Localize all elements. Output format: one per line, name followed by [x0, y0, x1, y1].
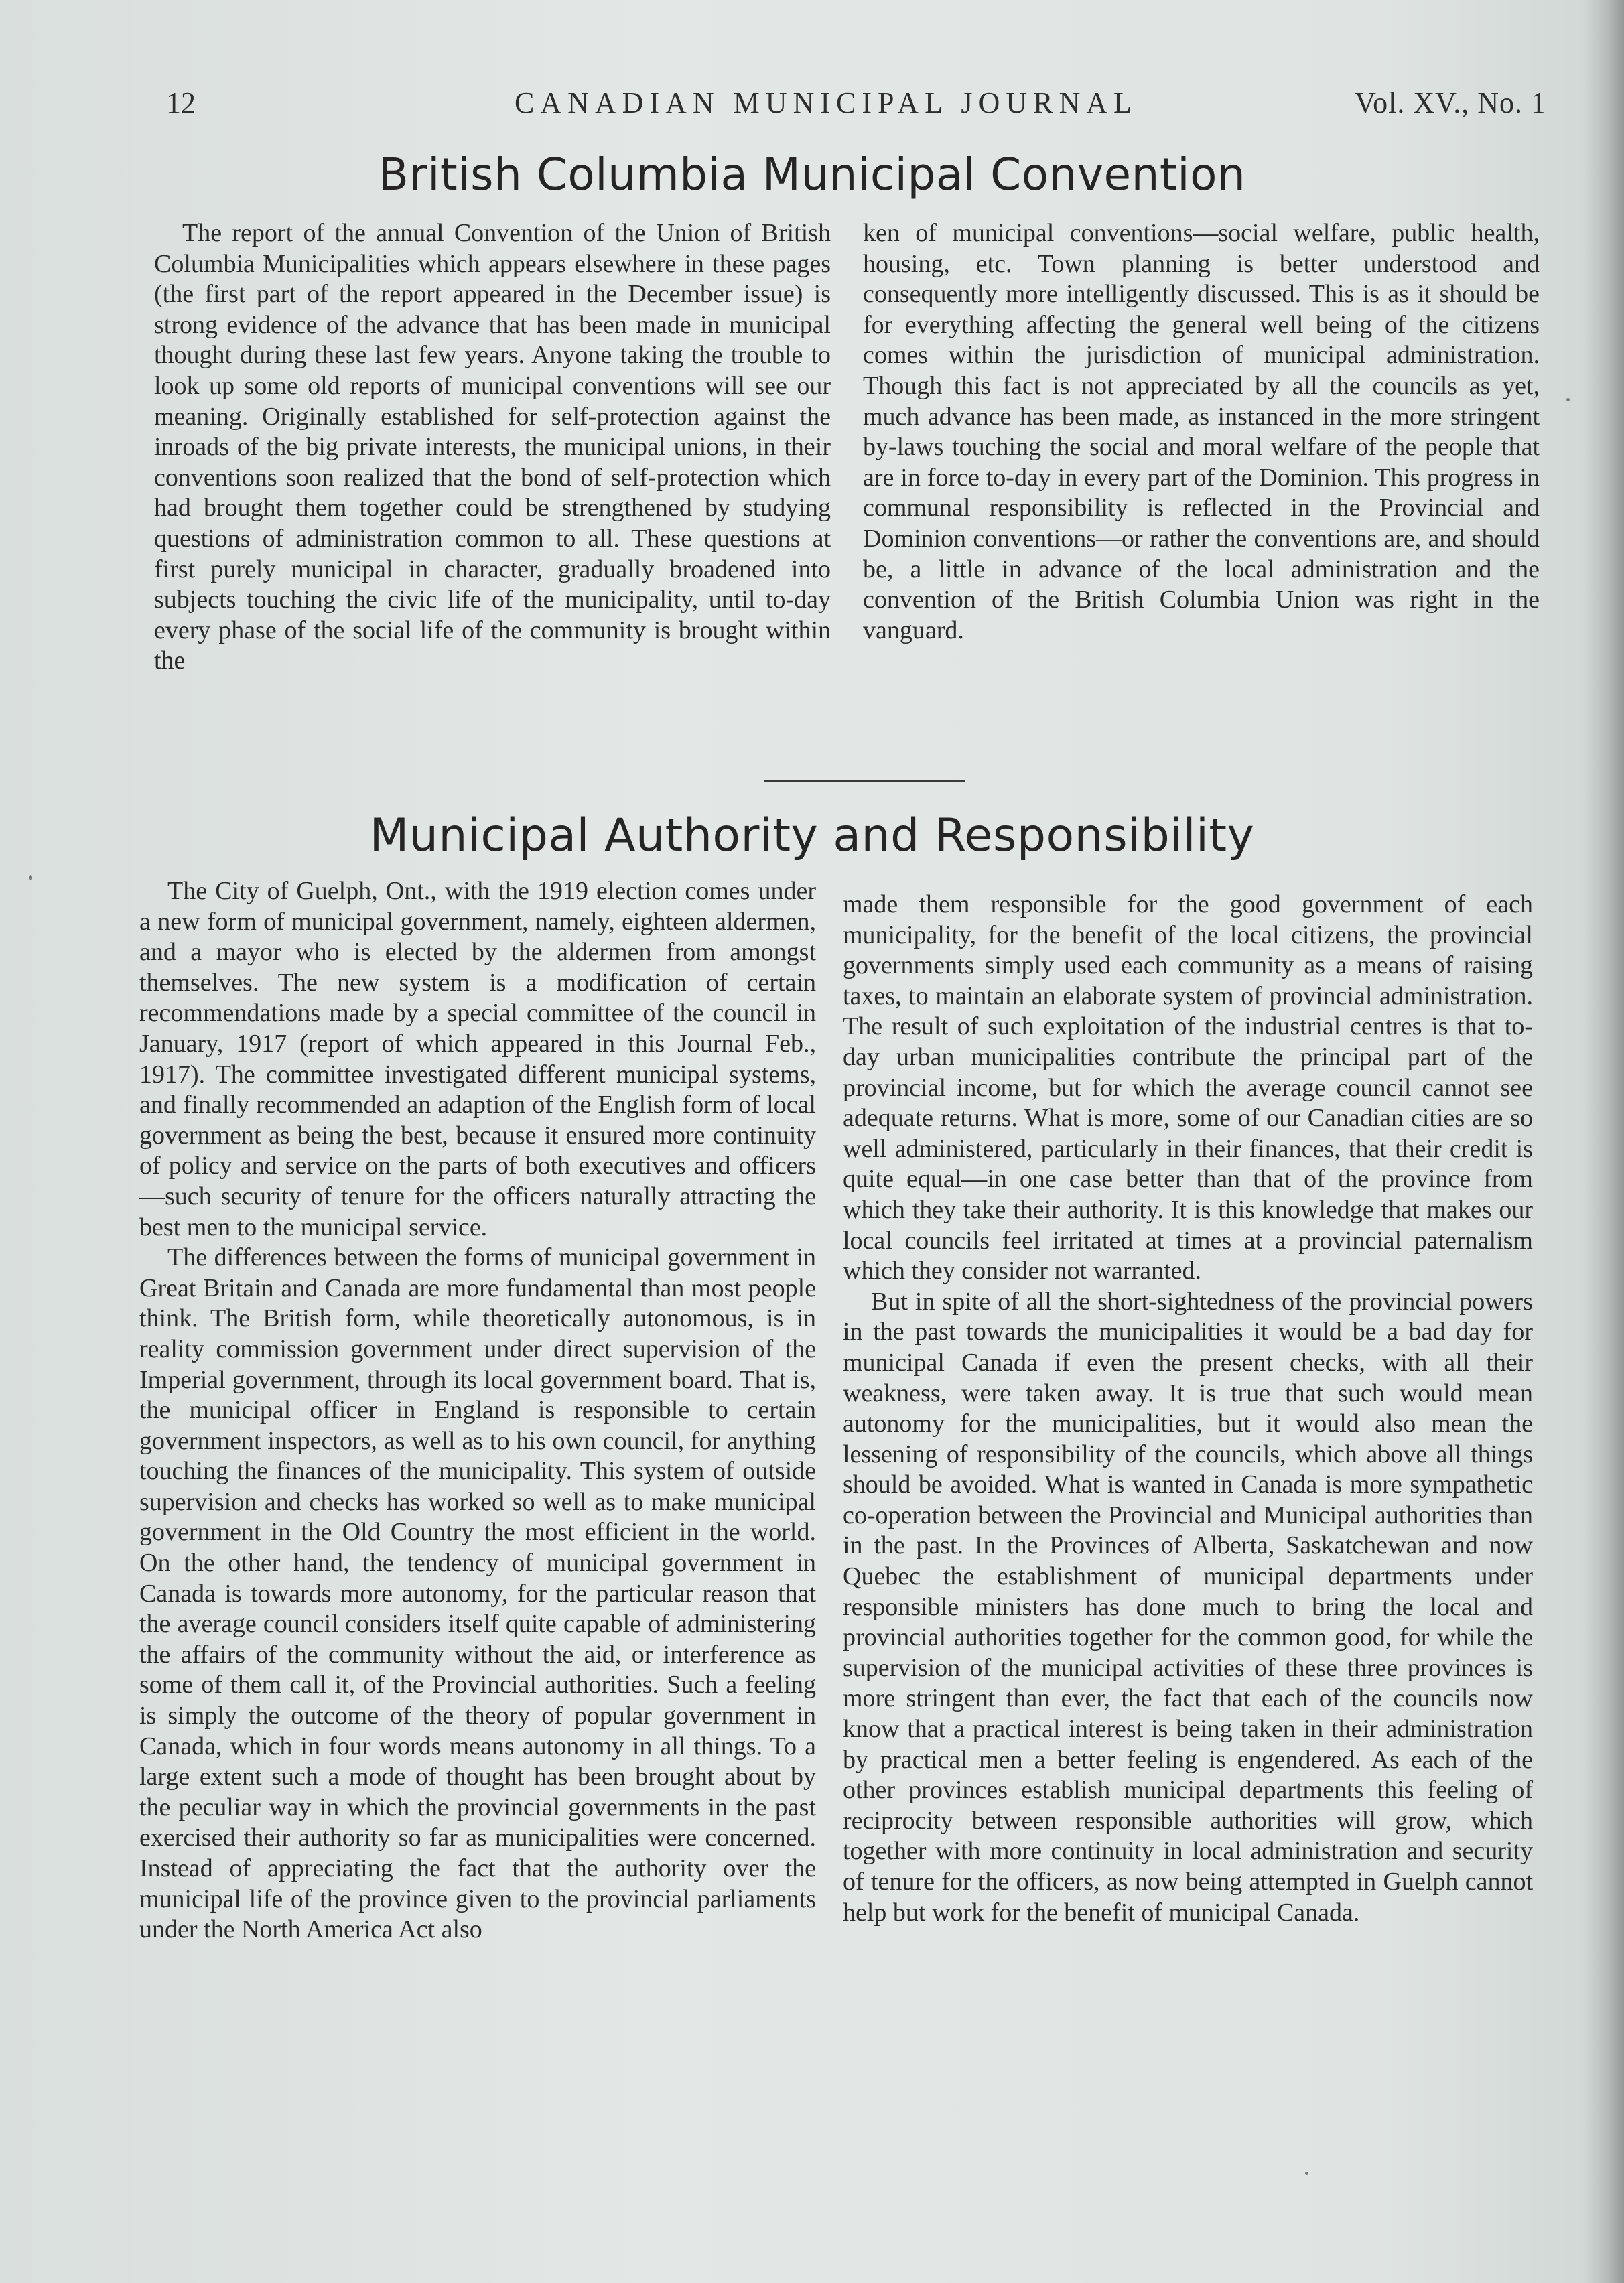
article2-paragraph-2: The differences between the forms of municipal government in Great Britain and Canada are more fundamental than most people think. The British form, while theoretically autonomous, is in reality commission government under direct supervision of the Imperial government, through its local government board. That is, the municipal officer in England is responsible to certain government inspectors, as well as to his own council, for anything touching the finances of the municipality. This system of outside supervision and checks has worked so well as to make municipal government in the Old Country the most efficient in the world. On the other hand, the tendency of municipal government in Canada is towards more autonomy, for the particular reason that the average council considers itself quite capable of administering the affairs of the community without the aid, or interference as some of them call it, of the Provincial authorities. Such a feeling is simply the outcome of the theory of popular government in Canada, which in four words means autonomy in all things. To a large extent such a mode of thought has been brought about by the peculiar way in which the provincial governments in the past exercised their authority so far as municipalities were concerned. Instead of appreciating the fact that the authority over the municipal life of the province given to the provincial parliaments under the North America Act also: [139, 1243, 816, 1944]
volume-number: Vol. XV., No. 1: [1355, 86, 1546, 119]
running-header: [166, 86, 1546, 126]
page-number: 12: [166, 86, 196, 119]
journal-title: CANADIAN MUNICIPAL JOURNAL: [515, 86, 1138, 119]
article-title-bc-convention: British Columbia Municipal Convention: [378, 149, 1246, 200]
article2-column-right: [843, 890, 1533, 1928]
article2-column-left: [139, 876, 816, 1945]
paper-speck: [1566, 398, 1570, 401]
paper-speck: [1305, 2172, 1308, 2175]
section-divider: [764, 780, 965, 782]
article-title-municipal-authority: Municipal Authority and Responsibility: [369, 809, 1255, 862]
article2-paragraph-1: The City of Guelph, Ont., with the 1919 election comes under a new form of municipal government, namely, eighteen aldermen, and a mayor who is elected by the aldermen from amongst themselves. The new system is a modification of certain recommendations made by a special committee of the council in January, 1917 (report of which appeared in this Journal Feb., 1917). The committee investigated different municipal systems, and finally recommended an adaption of the English form of local government as being the best, because it ensured more continuity of policy and service on the parts of both executives and officers—such security of tenure for the officers naturally attracting the best men to the municipal service.: [139, 877, 816, 1241]
article1-paragraph-2: ken of municipal conventions—social welfare, public health, housing, etc. Town planning is better understood and consequently more intelligently discussed. This is as it should be for everything affecting the general well being of the citizens comes within the jurisdiction of municipal administration. Though this fact is not appreciated by all the councils as yet, much advance has been made, as instanced in the more stringent by-laws touching the social and moral welfare of the people that are in force to-day in every part of the Dominion. This progress in communal responsibility is reflected in the Provincial and Dominion conventions—or rather the conventions are, and should be, a little in advance of the local administration and the convention of the British Columbia Union was right in the vanguard.: [863, 219, 1540, 644]
paper-speck: [29, 875, 32, 880]
article2-paragraph-3: made them responsible for the good government of each municipality, for the benefit of the local citizens, the provincial governments simply used each community as a means of raising taxes, to maintain an elaborate system of provincial administration. The result of such exploitation of the industrial centres is that to-day urban municipalities contribute the principal part of the provincial income, but for which the average council cannot see adequate returns. What is more, some of our Canadian cities are so well administered, particularly in their finances, that their credit is quite equal—in one case better than that of the province from which they take their authority. It is this knowledge that makes our local councils feel irritated at times at a provincial paternalism which they consider not warranted.: [843, 890, 1533, 1286]
article1-column-right: [863, 218, 1540, 646]
page-edge-shadow: [1584, 0, 1624, 2283]
article1-paragraph-1: The report of the annual Convention of the Union of British Columbia Municipalities which appears elsewhere in these pages (the first part of the report appeared in the December issue) is strong evidence of the advance that has been made in municipal thought during these last few years. Anyone taking the trouble to look up some old reports of municipal conventions will see our meaning. Originally established for self-protection against the inroads of the big private interests, the municipal unions, in their conventions soon realized that the bond of self-protection which had brought them together could be strengthened by studying questions of administration common to all. These questions at first purely municipal in character, gradually broadened into subjects touching the civic life of the municipality, until to-day every phase of the social life of the community is brought within the: [154, 219, 831, 675]
article2-paragraph-4: But in spite of all the short-sightedness of the provincial powers in the past towards the municipalities it would be a bad day for municipal Canada if even the present checks, with all their weakness, were taken away. It is true that such would mean autonomy for the municipalities, but it would also mean the lessening of responsibility of the councils, which above all things should be avoided. What is wanted in Canada is more sympathetic co-operation between the Provincial and Municipal authorities than in the past. In the Provinces of Alberta, Saskatchewan and now Quebec the establishment of municipal departments under responsible ministers has done much to bring the local and provincial authorities together for the common good, for while the supervision of the municipal activities of these three provinces is more stringent than ever, the fact that each of the councils now know that a practical interest is being taken in their administration by practical men a better feeling is engendered. As each of the other provinces establish municipal departments this feeling of reciprocity between responsible authorities will grow, which together with more continuity in local administration and security of tenure for the officers, as now being attempted in Guelph cannot help but work for the benefit of municipal Canada.: [843, 1287, 1533, 1927]
article1-column-left: [154, 218, 831, 677]
